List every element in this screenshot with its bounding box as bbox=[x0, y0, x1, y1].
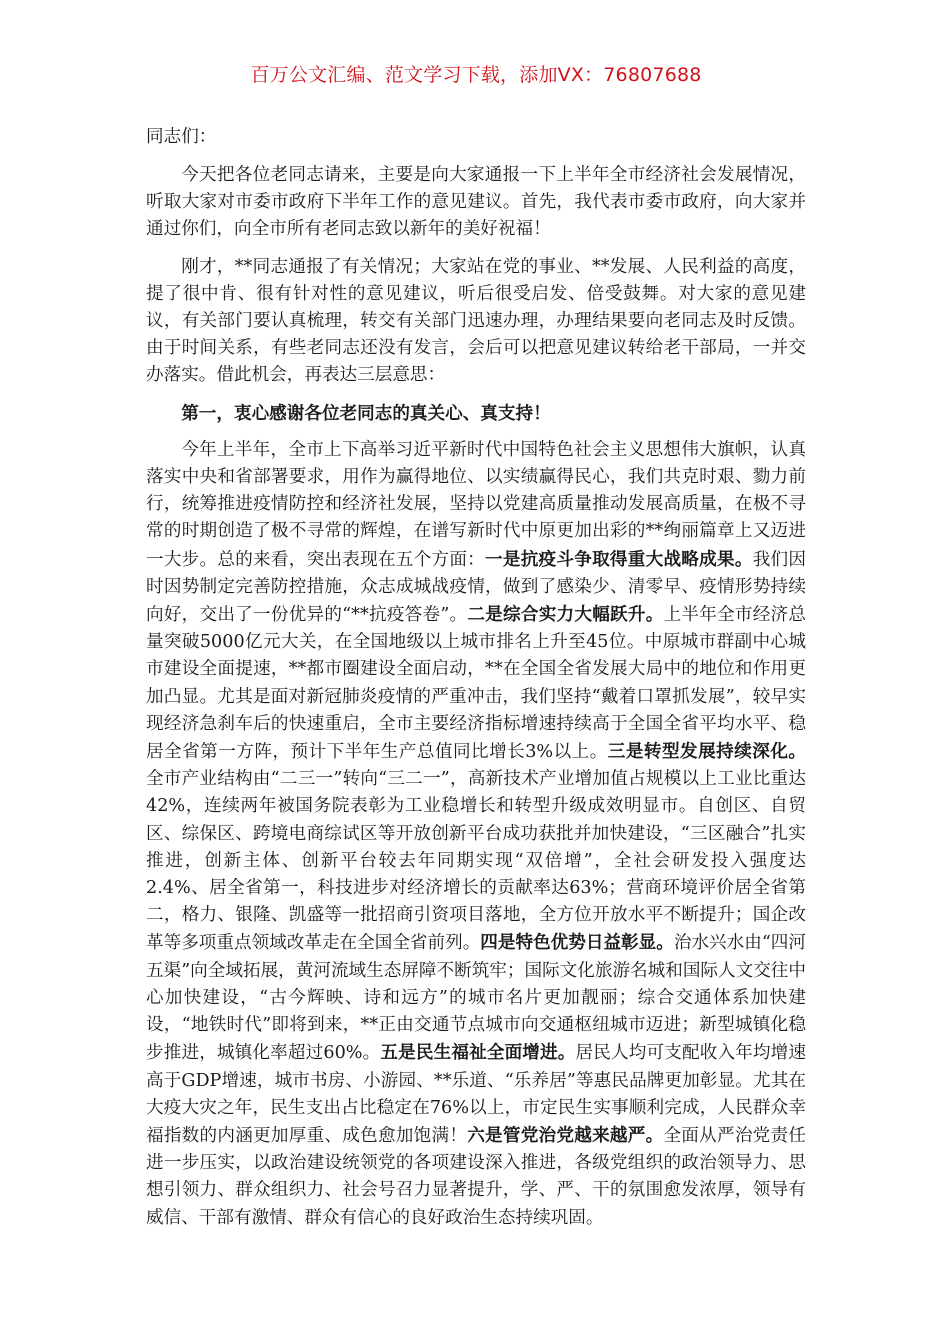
paragraph-summary: 刚才，**同志通报了有关情况；大家站在党的事业、**发展、人民利益的高度，提了很中肯、很有针对性的意见建议，听后很受启发、倍受鼓舞。对大家的意见建议，有关部门要认真梳理，转交有关部门迅速办理，办理结果要向老同志及时反馈。由于时间关系，有些老同志还没有发言，会后可以把意见建议转给老干部局，一并交办落实。借此机会，再表达三层意思： bbox=[146, 256, 806, 386]
section-heading: 第一，衷心感谢各位老同志的真关心、真支持！ bbox=[181, 402, 551, 424]
point-6-title: 六是管党治党越来越严。 bbox=[467, 1124, 664, 1146]
salutation: 同志们： bbox=[146, 127, 217, 147]
point-1-title: 一是抗疫斗争取得重大战略成果。 bbox=[485, 548, 753, 570]
point-6-text: 全面从严治党责任进一步压实，以政治建设统领党的各项建设深入推进，各级党组织的政治领导力、思想引领力、群众组织力、社会号召力显著提升，学、严、干的氛围愈发浓厚，领导有威信、干部有激情、群众有信心的良好政治生态持续巩固。 bbox=[146, 1125, 806, 1228]
paragraph-achievements bbox=[146, 437, 806, 1232]
document-body bbox=[146, 162, 806, 1242]
header-banner: 百万公文汇编、范文学习下载，添加VX：76807688 bbox=[250, 64, 702, 86]
point-4-title: 四是特色优势日益彰显。 bbox=[480, 932, 674, 954]
point-2-title: 二是综合实力大幅跃升。 bbox=[467, 604, 664, 626]
achievements-intro: 今年上半年，全市上下高举习近平新时代中国特色社会主义思想伟大旗帜，认真落实中央和省部署要求，用作为赢得地位、以实绩赢得民心，我们共克时艰、勠力前行，统筹推进疫情防控和经济社发展，坚持以党建高质量推动发展高质量，在极不寻常的时期创造了极不寻常的辉煌，在谱写新时代中原更加出彩的**绚丽篇章上又迈进一大步。总的来看，突出表现在五个方面： bbox=[146, 439, 806, 570]
point-3-text: 全市产业结构由“二三一”转向“三二一”，高新技术产业增加值占规模以上工业比重达42%，连续两年被国务院表彰为工业稳增长和转型升级成效明显市。自创区、自贸区、综保区、跨境电商综试区等开放创新平台成功获批并加快建设，“三区融合”扎实推进，创新主体、创新平台较去年同期实现“双倍增”，全社会研发投入强度达2.4%、居全省第一，科技进步对经济增长的贡献率达63%；营商环境评价居全省第二，格力、银隆、凯盛等一批招商引资项目落地，全方位开放水平不断提升；国企改革等多项重点领域改革走在全国全省前列。 bbox=[146, 769, 806, 954]
point-1-text: 我们因时因势制定完善防控措施，众志成城战疫情，做到了感染少、清零早、疫情形势持续向好，交出了一份优异的“**抗疫答卷”。 bbox=[146, 549, 806, 626]
point-3-title: 三是转型发展持续深化。 bbox=[607, 741, 806, 763]
paragraph-intro: 今天把各位老同志请来，主要是向大家通报一下上半年全市经济社会发展情况，听取大家对市委市政府下半年工作的意见建议。首先，我代表市委市政府，向大家并通过你们，向全市所有老同志致以新年的美好祝福！ bbox=[146, 165, 806, 240]
point-5-title: 五是民生福祉全面增进。 bbox=[380, 1042, 576, 1064]
point-2-text: 上半年全市经济总量突破5000亿元大关，在全国地级以上城市排名上升至45位。中原城市群副中心城市建设全面提速，**都市圈建设全面启动，**在全国全省发展大局中的地位和作用更加凸显。尤其是面对新冠肺炎疫情的严重冲击，我们坚持“戴着口罩抓发展”，较早实现经济急刹车后的快速重启，全市主要经济指标增速持续高于全国全省平均水平、稳居全省第一方阵，预计下半年生产总值同比增长3%以上。 bbox=[146, 605, 806, 763]
point-4-text: 治水兴水由“四河五渠”向全域拓展，黄河流域生态屏障不断筑牢；国际文化旅游名城和国际人文交往中心加快建设，“古今辉映、诗和远方”的城市名片更加靓丽；综合交通体系加快建设，“地铁时代”即将到来，**正由交通节点城市向交通枢纽城市迈进；新型城镇化稳步推进，城镇化率超过60%。 bbox=[146, 933, 806, 1064]
point-5-text: 居民人均可支配收入年均增速高于GDP增速，城市书房、小游园、**乐道、“乐养居”等惠民品牌更加彰显。尤其在大疫大灾之年，民生支出占比稳定在76%以上，市定民生实事顺利完成，人民群众幸福指数的内涵更加厚重、成色愈加饱满！ bbox=[146, 1043, 806, 1146]
